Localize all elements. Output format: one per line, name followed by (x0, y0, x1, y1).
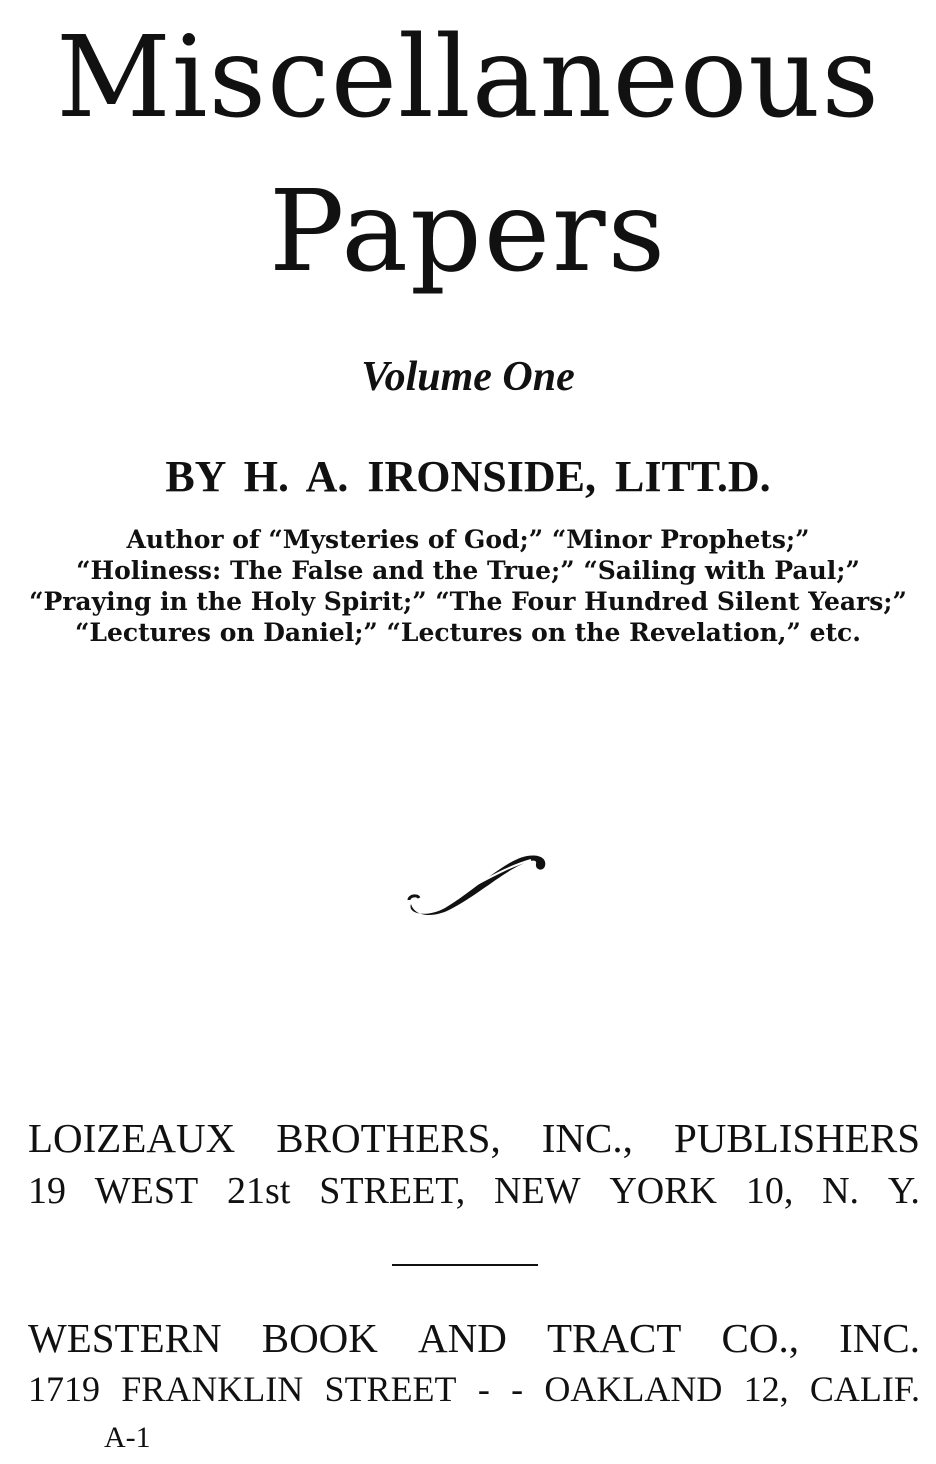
publisher-name-word: LOIZEAUX (28, 1115, 236, 1161)
distributor-name-word: WESTERN (28, 1315, 222, 1361)
author-byline: BY H. A. IRONSIDE, LITT.D. (165, 452, 771, 501)
distributor-address-word: OAKLAND (544, 1369, 723, 1409)
publisher-name-word: PUBLISHERS (673, 1115, 920, 1161)
distributor-name-word: TRACT (546, 1315, 682, 1361)
publisher-name (28, 1112, 920, 1164)
publisher-address-word: WEST (94, 1170, 199, 1212)
publisher-address-word: 10, (745, 1170, 794, 1212)
distributor-name-word: AND (418, 1315, 507, 1361)
distributor-address-word: FRANKLIN (121, 1369, 304, 1409)
other-works-line: “Praying in the Holy Spirit;” “The Four Hundred Silent Years;” (29, 587, 907, 616)
other-works-line: “Lectures on Daniel;” “Lectures on the Revelation,” etc. (75, 618, 861, 647)
publisher-address (28, 1166, 920, 1216)
publisher-address-word: NEW (494, 1170, 581, 1212)
publisher-address-word: 19 (28, 1170, 66, 1212)
other-works-line: Author of “Mysteries of God;” “Minor Prophets;” (126, 525, 810, 554)
distributor-name-word: CO., (721, 1315, 799, 1361)
volume-label: Volume One (361, 354, 575, 400)
distributor-address-word: 12, (743, 1369, 789, 1409)
swash-ornament-icon (405, 848, 551, 920)
distributor-address-word: STREET (324, 1369, 457, 1409)
distributor-address (28, 1364, 920, 1414)
publisher-address-word: 21st (227, 1170, 291, 1212)
publisher-name-word: INC., (541, 1115, 633, 1161)
divider-rule (392, 1264, 538, 1266)
distributor-address-word: 1719 (28, 1369, 100, 1409)
distributor-name (28, 1312, 920, 1364)
distributor-address-word: - (511, 1369, 524, 1409)
distributor-address-word: - (477, 1369, 490, 1409)
title-line-1: Miscellaneous (56, 13, 880, 143)
print-code: A-1 (104, 1421, 151, 1454)
publisher-address-word: STREET, (319, 1170, 466, 1212)
distributor-name-word: INC. (839, 1315, 920, 1361)
publisher-name-word: BROTHERS, (276, 1115, 501, 1161)
distributor-address-word: CALIF. (809, 1369, 920, 1409)
title-line-2: Papers (268, 167, 668, 297)
publisher-address-word: N. (822, 1170, 860, 1212)
other-works-line: “Holiness: The False and the True;” “Sailing with Paul;” (76, 556, 860, 585)
publisher-address-word: YORK (609, 1170, 718, 1212)
publisher-address-word: Y. (887, 1170, 920, 1212)
distributor-name-word: BOOK (261, 1315, 378, 1361)
